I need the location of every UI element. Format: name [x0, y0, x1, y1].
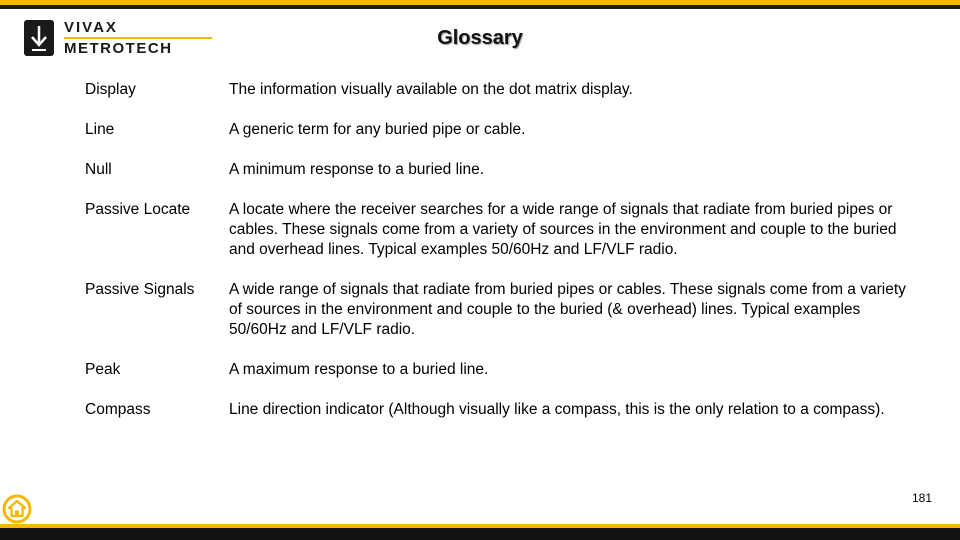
glossary-definition: Line direction indicator (Although visually like a compass, this is the only relation to a compass). — [229, 401, 885, 418]
glossary-row — [85, 160, 915, 180]
top-accent-bar — [0, 0, 960, 9]
logo-text-vivax: VIVAX — [64, 19, 118, 36]
glossary-definition: A minimum response to a buried line. — [229, 161, 485, 178]
glossary-term: Compass — [85, 401, 151, 418]
page-number: 181 — [911, 491, 932, 505]
glossary-term: Line — [85, 121, 115, 138]
glossary-list — [85, 80, 915, 440]
glossary-row — [85, 280, 915, 340]
glossary-definition: A maximum response to a buried line. — [229, 361, 489, 378]
glossary-definition: The information visually available on the dot matrix display. — [229, 81, 633, 98]
glossary-row — [85, 120, 915, 140]
home-button[interactable] — [2, 494, 32, 524]
glossary-row — [85, 400, 915, 420]
logo-text-metrotech: METROTECH — [64, 40, 173, 57]
glossary-term: Passive Locate — [85, 201, 191, 218]
glossary-row — [85, 360, 915, 380]
home-icon[interactable] — [2, 494, 32, 524]
glossary-term: Peak — [85, 361, 121, 378]
glossary-term: Passive Signals — [85, 281, 195, 298]
page-title: Glossary — [437, 27, 523, 49]
glossary-definition: A locate where the receiver searches for a wide range of signals that radiate from buried pipes or cables. These signals come from a variety of sources in the environment and couple to the buried and overhead lines. Typical examples 50/60Hz and LF/VLF radio. — [229, 201, 897, 258]
glossary-definition: A generic term for any buried pipe or cable. — [229, 121, 526, 138]
glossary-term: Display — [85, 81, 136, 98]
glossary-row — [85, 200, 915, 260]
glossary-definition: A wide range of signals that radiate from buried pipes or cables. These signals come from a variety of sources in the environment and couple to the buried (& overhead) lines. Typical examples 50/60Hz and LF/VLF radio. — [229, 281, 906, 338]
bottom-accent-bar — [0, 524, 960, 540]
glossary-row — [85, 80, 915, 100]
glossary-term: Null — [85, 161, 112, 178]
